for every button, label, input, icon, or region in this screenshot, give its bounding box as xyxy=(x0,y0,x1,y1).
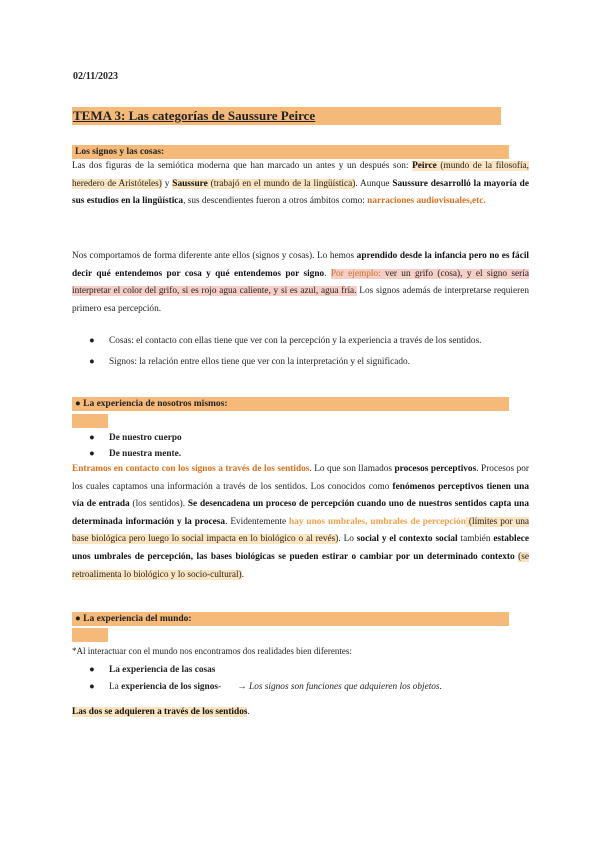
list-item: ● Signos: la relación entre ellos tiene que ver con la interpretación y el significado. xyxy=(89,357,411,367)
paragraph-procesos: Entramos en contacto con los signos a través de los sentidos. Lo que son llamados procesos perceptivos. Procesos por los cuales captamos una información a través de los sentidos. Los conocidos como fenómenos perceptivos tienen una vía de entrada (los sentidos). Se desencadena un proceso de percepción cuando uno de nuestros sentidos capta una determinada información y la procesa. Evidentemente hay unos umbrales, umbrales de percepción (límites por una base biológica pero luego lo social impacta en lo biológico o al revés). Lo social y el contexto social también establece unos umbrales de percepción, las bases biológicas se pueden estirar o cambiar por un determinado contexto (se retroalimenta lo biológico y lo socio-cultural). xyxy=(72,464,530,580)
list-item: ● Cosas: el contacto con ellas tiene que ver con la percepción y la experiencia a través de los sentidos. xyxy=(89,336,482,346)
highlight-bar xyxy=(72,414,108,428)
list-item: ● La experiencia de las cosas xyxy=(89,665,216,675)
highlight-bar xyxy=(72,628,108,642)
list-item: ● De nuestra mente. xyxy=(89,449,182,459)
paragraph-comportamiento: Nos comportamos de forma diferente ante ellos (signos y cosas). Lo hemos aprendido desde la infancia pero no es fácil decir qué entendemos por cosa y qué entendemos por signo. Por ejemplo: ver un grifo (cosa), y el signo sería interpretar el color del grifo, si es rojo agua caliente, y si es azul, agua fría. Los signos además de interpretarse requieren primero esa percepción. xyxy=(72,251,530,314)
section-heading-signos: Los signos y las cosas: xyxy=(72,145,509,159)
date: 02/11/2023 xyxy=(73,71,119,82)
paragraph-intro: Las dos figuras de la semiótica moderna que han marcado un antes y un después son: Peirce (mundo de la filosofía, heredero de Aristóteles) y Saussure (trabajó en el mundo de la lingüística). Aunque Saussure desarrolló la mayoría de sus estudios en la lingüística, sus descendientes fueron a otros ámbitos como: narraciones audiovisuales,etc. xyxy=(72,161,529,207)
page-title: TEMA 3: Las categorías de Saussure Peirce xyxy=(72,107,501,125)
section-heading-mundo: ● La experiencia del mundo: xyxy=(72,612,509,626)
arrow-icon: → xyxy=(237,682,247,692)
conclusion: Las dos se adquieren a través de los sentidos. xyxy=(72,707,250,717)
list-item: ● De nuestro cuerpo xyxy=(89,433,182,443)
list-item: ● La experiencia de los signos- → Los signos son funciones que adquieren los objetos. xyxy=(89,682,442,692)
intro-note: *Al interactuar con el mundo nos encontramos dos realidades bien diferentes: xyxy=(72,646,352,656)
section-heading-nosotros: ● La experiencia de nosotros mismos: xyxy=(72,397,509,411)
